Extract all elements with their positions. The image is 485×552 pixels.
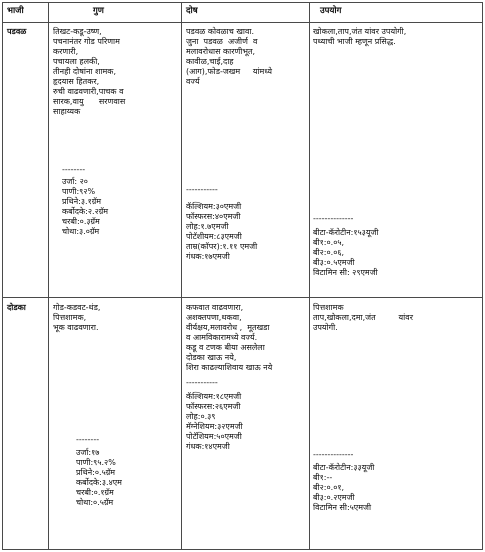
text-line: ताप,खोकला,दमा,जंत यांवर bbox=[313, 313, 413, 322]
text-line: करणारी, bbox=[53, 47, 79, 56]
row-1-defects-minerals bbox=[186, 202, 257, 262]
text-line: भूक वाढवणारा. bbox=[53, 323, 99, 332]
text-line: वर्ज्य bbox=[186, 77, 200, 86]
table-border-left bbox=[2, 2, 3, 550]
header-uses: उपयोग bbox=[320, 6, 342, 16]
text-line: पित्तशामक bbox=[313, 303, 344, 312]
text-line: पचनानंतर गोड परिणाम bbox=[53, 37, 120, 46]
text-line: गोड-कडवट-थंड, bbox=[53, 303, 101, 312]
text-line: बी१:०.०५, bbox=[313, 238, 345, 247]
text-line: दोडका खाऊ नये, bbox=[186, 353, 237, 362]
text-line: कावीळ,चाई,दाह bbox=[186, 57, 234, 66]
text-line: बीटा-कॅरोटीन:१५३यूजी bbox=[313, 228, 379, 237]
row-1-uses-divider: -------------- bbox=[313, 214, 354, 223]
row-2-vegetable: दोडका bbox=[7, 303, 26, 312]
text-line: पथ्याची भाजी म्हणून प्रसिद्ध. bbox=[313, 37, 396, 46]
row-2-properties-nutrition bbox=[76, 448, 122, 508]
row-1-uses-vitamins bbox=[313, 228, 379, 278]
text-line: फॉस्फरस:२६एमजी bbox=[186, 402, 241, 411]
column-divider-1 bbox=[48, 2, 49, 550]
row-1-properties-divider: -------- bbox=[62, 165, 86, 174]
text-line: बी२:०.०१, bbox=[313, 483, 345, 492]
row-1-properties-text bbox=[53, 27, 125, 117]
text-line: पोटॅशियम:५०एमजी bbox=[186, 432, 242, 441]
text-line: रुची वाढवणारी,पाचक व bbox=[53, 87, 124, 96]
header-divider bbox=[2, 22, 482, 23]
text-line: हृदयास हितकर, bbox=[53, 77, 100, 86]
text-line: गंधक:१४एमजी bbox=[186, 442, 230, 451]
text-line: खोकला,ताप,जंत यांवर उपयोगी, bbox=[313, 27, 407, 36]
table-border-top bbox=[2, 2, 482, 3]
row-1-uses-text bbox=[313, 27, 406, 47]
text-line: चोथा:०.५ग्रॅम bbox=[76, 498, 114, 507]
text-line: बी३:०.२एमजी bbox=[313, 493, 355, 502]
table-border-bottom bbox=[2, 549, 482, 550]
text-line: जुना पडवळ अजीर्ण व bbox=[186, 37, 258, 46]
header-properties: गुण bbox=[93, 6, 104, 16]
text-line: कडू व टणक बीया असलेला bbox=[186, 343, 265, 352]
text-line: पडवळ कोवळाच खावा. bbox=[186, 27, 255, 36]
text-line: लोह:१.७एमजी bbox=[186, 222, 229, 231]
text-line: अशक्तपणा,थकवा, bbox=[186, 313, 242, 322]
row-1-defects-text bbox=[186, 27, 272, 87]
text-line: वीर्यक्षय,मलावरोध , मूतखडा bbox=[186, 323, 270, 332]
text-line: फॉस्फरस:४०एमजी bbox=[186, 212, 241, 221]
text-line: उपयोगी. bbox=[313, 323, 338, 332]
text-line: ताम्र(कॉपर):१.११ एमजी bbox=[186, 242, 258, 251]
text-line: (आग),फोड-जखम यांमध्ये bbox=[186, 67, 272, 76]
text-line: कर्बोदके:२.२ग्रॅम bbox=[62, 207, 109, 216]
row-2-properties-text bbox=[53, 303, 100, 333]
text-line: तीनही दोषांना शामक, bbox=[53, 67, 116, 76]
text-line: चोथा:३.०ग्रॅम bbox=[62, 227, 100, 236]
text-line: पाणी:९२% bbox=[62, 187, 96, 196]
text-line: पोटॅशीयम:८३एमजी bbox=[186, 232, 242, 241]
text-line: बीटा-कॅरोटीन:३३यूजी bbox=[313, 463, 375, 472]
text-line: चरबी:०.३ग्रॅम bbox=[62, 217, 100, 226]
row-2-defects-text bbox=[186, 303, 272, 373]
row-2-uses-text bbox=[313, 303, 413, 333]
row-2-uses-divider: -------------- bbox=[313, 450, 354, 459]
text-line: उर्जा: २० bbox=[62, 177, 88, 186]
row-1-vegetable: पडवळ bbox=[7, 27, 27, 36]
text-line: चरबी:०.१ग्रॅम bbox=[76, 488, 114, 497]
text-line: लोह:०.३९ bbox=[186, 412, 216, 421]
header-vegetable: भाजी bbox=[7, 6, 24, 16]
text-line: बी१:-- bbox=[313, 473, 333, 482]
column-divider-2 bbox=[181, 2, 182, 550]
text-line: बी२:०.०६, bbox=[313, 248, 345, 257]
text-line: गंधक:१७एमजी bbox=[186, 252, 230, 261]
row-2-properties-divider: -------- bbox=[76, 435, 100, 444]
text-line: कफवात वाढवणारा, bbox=[186, 303, 244, 312]
text-line: विटामिन सी:५एमजी bbox=[313, 503, 372, 512]
text-line: प्रथिने:३.१ग्रॅम bbox=[62, 197, 102, 206]
text-line: बी३:०.५एमजी bbox=[313, 258, 355, 267]
text-line: मॅग्नेशियम:३२एमजी bbox=[186, 422, 243, 431]
row-2-defects-minerals bbox=[186, 392, 243, 452]
text-line: कर्बोदके:३.४एम bbox=[76, 478, 122, 487]
text-line: तिखट-कडू-उष्ण, bbox=[53, 27, 102, 36]
text-line: साहाय्यक bbox=[53, 107, 81, 116]
text-line: कॅल्शियम:३०एमजी bbox=[186, 202, 242, 211]
text-line: कॅल्शियम:१८एमजी bbox=[186, 392, 242, 401]
table-border-right bbox=[482, 2, 483, 550]
row-1-properties-nutrition bbox=[62, 177, 108, 237]
row-divider bbox=[2, 297, 482, 298]
row-2-uses-vitamins bbox=[313, 463, 374, 513]
header-defects: दोष bbox=[186, 6, 198, 16]
text-line: पाणी:९५.२% bbox=[76, 458, 116, 467]
text-line: प्रथिने:०.५ग्रॅम bbox=[76, 468, 116, 477]
text-line: पचायला हलकी, bbox=[53, 57, 100, 66]
row-2-defects-divider: ----------- bbox=[186, 378, 218, 387]
text-line: सारक,वायु सरणवास bbox=[53, 97, 126, 106]
text-line: शिरा काढल्याशिवाय खाऊ नये bbox=[186, 363, 273, 372]
column-divider-3 bbox=[309, 2, 310, 550]
text-line: मलावरोधास कारणीभूत, bbox=[186, 47, 256, 56]
text-line: पित्तशामक, bbox=[53, 313, 87, 322]
text-line: उर्जा:१७ bbox=[76, 448, 100, 457]
text-line: विटामिन सी: २९एमजी bbox=[313, 268, 378, 277]
text-line: व आमविकारामध्ये वर्ज्य. bbox=[186, 333, 258, 342]
row-1-defects-divider: ----------- bbox=[186, 185, 218, 194]
